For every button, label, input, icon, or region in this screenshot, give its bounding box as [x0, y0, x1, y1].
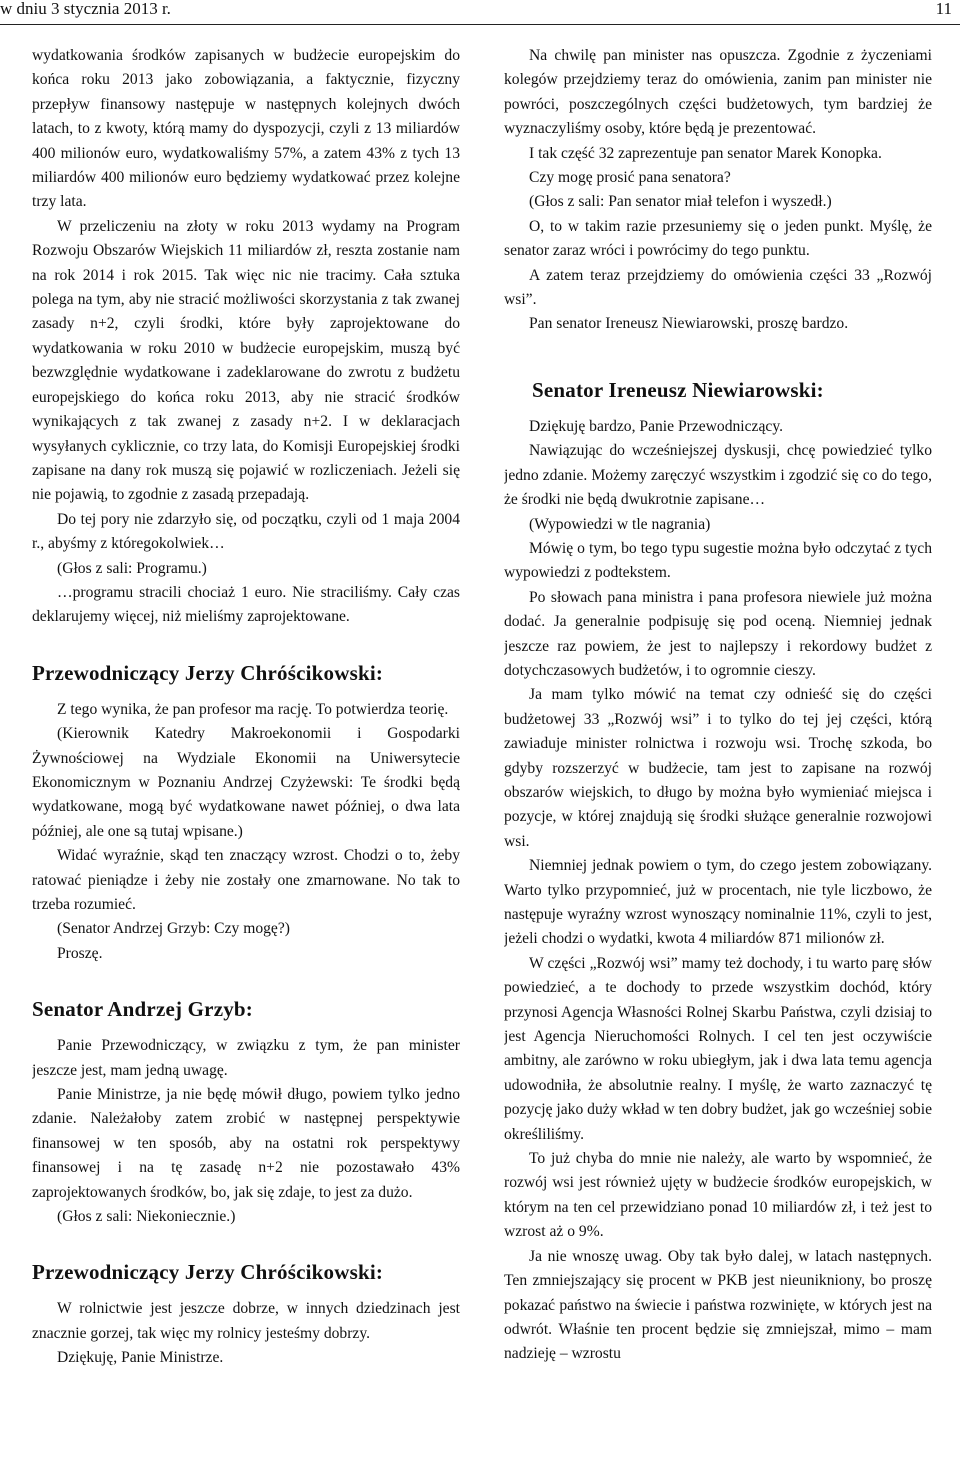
paragraph: To już chyba do mnie nie należy, ale warto by wspomnieć, że rozwój wsi jest również ujęty w budżecie środków europejskich, w którym na ten cel przewidziano ponad 10 miliardów zł, i też jest to wzrost aż o 9%. [504, 1150, 932, 1241]
header-divider [0, 24, 960, 25]
paragraph: Dziękuję, Panie Ministrze. [57, 1349, 224, 1367]
speaker-heading: Senator Ireneusz Niewiarowski: [532, 377, 824, 402]
paragraph: Proszę. [57, 944, 103, 962]
speaker-heading: Przewodniczący Jerzy Chróścikowski: [32, 660, 384, 685]
page-header [0, 0, 960, 20]
paragraph: Czy mogę prosić pana senatora? [529, 169, 731, 187]
paragraph: Na chwilę pan minister nas opuszcza. Zgodnie z życzeniami kolegów przejdziemy teraz do omówienia, zanim pan minister nie powróci, poszczególnych części budżetowych, tym bardziej że wyznaczyliśmy osoby, które będą je prezentować. [504, 47, 932, 138]
right-column [504, 44, 932, 1459]
page-number: 11 [935, 0, 952, 18]
paragraph: O, to w takim razie przesuniemy się o jeden punkt. Myślę, że senator zaraz wróci i powrócimy do tego punktu. [504, 217, 932, 260]
speaker-heading: Senator Andrzej Grzyb: [32, 997, 253, 1022]
paragraph: (Wypowiedzi w tle nagrania) [529, 515, 711, 533]
paragraph: (Głos z sali: Pan senator miał telefon i wyszedł.) [529, 193, 832, 211]
header-date: w dniu 3 stycznia 2013 r. [0, 0, 171, 18]
paragraph: Mówię o tym, bo tego typu sugestie można było odczytać z tych wypowiedzi z podtekstem. [504, 539, 932, 582]
paragraph: Dziękuję bardzo, Panie Przewodniczący. [529, 417, 784, 435]
paragraph: (Głos z sali: Programu.) [57, 559, 207, 577]
left-column [32, 44, 460, 1459]
paragraph: Panie Przewodniczący, w związku z tym, że pan minister jeszcze jest, mam jedną uwagę. [32, 1037, 460, 1079]
paragraph: (Kierownik Katedry Makroekonomii i Gospodarki Żywnościowej na Wydziale Ekonomii na Uniwersytecie Ekonomicznym w Poznaniu Andrzej Czyżewski: Te środki będą wydatkowane, mogą być wydatkowane nawet później, o dwa lata później, ale one są tutaj wpisane.) [32, 725, 460, 840]
paragraph: W części „Rozwój wsi” mamy też dochody, i tu warto parę słów powiedzieć, a te dochody to przede wszystkim dochód, który przynosi Agencja Własności Rolnej Skarbu Państwa, czyli dzisiaj to jest Agencja Nieruchomości Rolnych. I cel ten jest oczywiście ambitny, ale zarówno w roku ubiegłym, jak i dwa lata temu agencja udowodniła, że absolutnie realny. I myślę, że warto zaznaczyć tę pozycję jako duży wkład w ten dobry budżet, jak go wcześniej sobie określiliśmy. [504, 954, 932, 1143]
speaker-heading: Przewodniczący Jerzy Chróścikowski: [32, 1260, 384, 1285]
paragraph: A zatem teraz przejdziemy do omówienia części 33 „Rozwój wsi”. [504, 266, 932, 309]
paragraph: W przeliczeniu na złoty w roku 2013 wydamy na Program Rozwoju Obszarów Wiejskich 11 miliardów zł, reszta zostanie nam na rok 2014 i rok 2015. Tak więc nic nie tracimy. Cała sztuka polega na tym, aby nie stracić możliwości skorzystania z tak zwanej zasady n+2, czyli środki, które były zaprojektowane do wydatkowania w roku 2010 w budżecie europejskim, muszą być bezwzględnie wydatkowane i zadeklarowane do zwrotu z budżetu europejskiego do końca roku 2013, aby nie stracić środków wynikających z tak zwanej z zasady n+2. I w deklaracjach wysyłanych cyklicznie, co trzy lata, do Komisji Europejskiej środki zapisane na dany rok muszą się pojawić w rozliczeniach. Jeżeli się nie pojawią, to zgodnie z zasadą przepadają. [32, 217, 460, 504]
paragraph: Niemniej jednak powiem o tym, do czego jestem zobowiązany. Warto tylko przypomnieć, już w procentach, nie tyle liczbowo, że następuje wyraźny wzrost wynoszący nominalnie 11%, czyli to jest, jeżeli chodzi o wydatki, kwota 4 miliardów 871 milionów zł. [504, 857, 932, 948]
paragraph: Widać wyraźnie, skąd ten znaczący wzrost. Chodzi o to, żeby ratować pieniądze i żeby nie zostały one zmarnowane. No tak to trzeba rozumieć. [32, 847, 460, 913]
paragraph: Ja mam tylko mówić na temat czy odnieść się do części budżetowej 33 „Rozwój wsi” i to tylko do tej jej części, którą zawiaduje minister rolnictwa i rozwoju wsi. Trochę szkoda, bo gdyby rozszerzyć w budżecie, tam jest to zapisane na rozwój obszarów wiejskich, to długo by można było wymieniać miejsca i pozycje, w której znajdują się środki służące generalnie rozwojowi wsi. [504, 686, 932, 850]
paragraph: (Głos z sali: Niekoniecznie.) [57, 1208, 236, 1226]
paragraph: Nawiązując do wcześniejszej dyskusji, chcę powiedzieć tylko jedno zdanie. Możemy zaręczyć wszystkim i zgodzić się co do tego, że środki nie będą dwukrotnie zapisane… [504, 442, 932, 509]
paragraph: wydatkowania środków zapisanych w budżecie europejskim do końca roku 2013 jako zobowiązania, a faktycznie, fizyczny przepływ finansowy następuje w następnych kolejnych dwóch latach, to z kwoty, którą mamy do dyspozycji, czyli z 13 miliardów 400 milionów euro, wydatkowaliśmy 57%, a zatem 43% z tych 13 miliardów 400 milionów euro będziemy wydatkować przez kolejne trzy lata. [32, 47, 460, 211]
paragraph: W rolnictwie jest jeszcze dobrze, w innych dziedzinach jest znacznie gorzej, tak więc my rolnicy jesteśmy dobrzy. [32, 1300, 460, 1342]
paragraph: Z tego wynika, że pan profesor ma rację. To potwierdza teorię. [57, 700, 449, 718]
paragraph: (Senator Andrzej Grzyb: Czy mogę?) [57, 920, 290, 938]
paragraph: …programu stracili chociaż 1 euro. Nie straciliśmy. Cały czas deklarujemy więcej, niż mieliśmy zaprojektowane. [32, 583, 460, 626]
paragraph: Ja nie wnoszę uwag. Oby tak było dalej, w latach następnych. Ten zmniejszający się procent w PKB jest nieunikniony, bo proszę pokazać państwo na świecie i państwa rozwinięte, w których jest na odwrót. Właśnie ten procent będzie się zmniejszał, mimo – mam nadzieję – wzrostu [504, 1247, 932, 1363]
paragraph: Do tej pory nie zdarzyło się, od początku, czyli od 1 maja 2004 r., abyśmy z któregokolwiek… [32, 510, 460, 553]
paragraph: Po słowach pana ministra i pana profesora niewiele już można dodać. Ja generalnie podpisuję się pod oceną. Niemniej jednak jeszcze raz powiem, że jest to najlepszy i rekordowy budżet z dotychczasowych budżetów, i to ogromnie cieszy. [504, 588, 932, 679]
paragraph: I tak część 32 zaprezentuje pan senator Marek Konopka. [529, 144, 882, 162]
paragraph: Panie Ministrze, ja nie będę mówił długo, powiem tylko jedno zdanie. Należałoby zatem zrobić w następnej perspektywie finansowej w ten sposób, aby na ostatni rok perspektywy finansowej i na tę zasadę n+2 nie pozostawało 43% zaprojektowanych środków, bo, jak się zdaje, to jest za dużo. [32, 1086, 460, 1201]
paragraph: Pan senator Ireneusz Niewiarowski, proszę bardzo. [529, 315, 849, 333]
